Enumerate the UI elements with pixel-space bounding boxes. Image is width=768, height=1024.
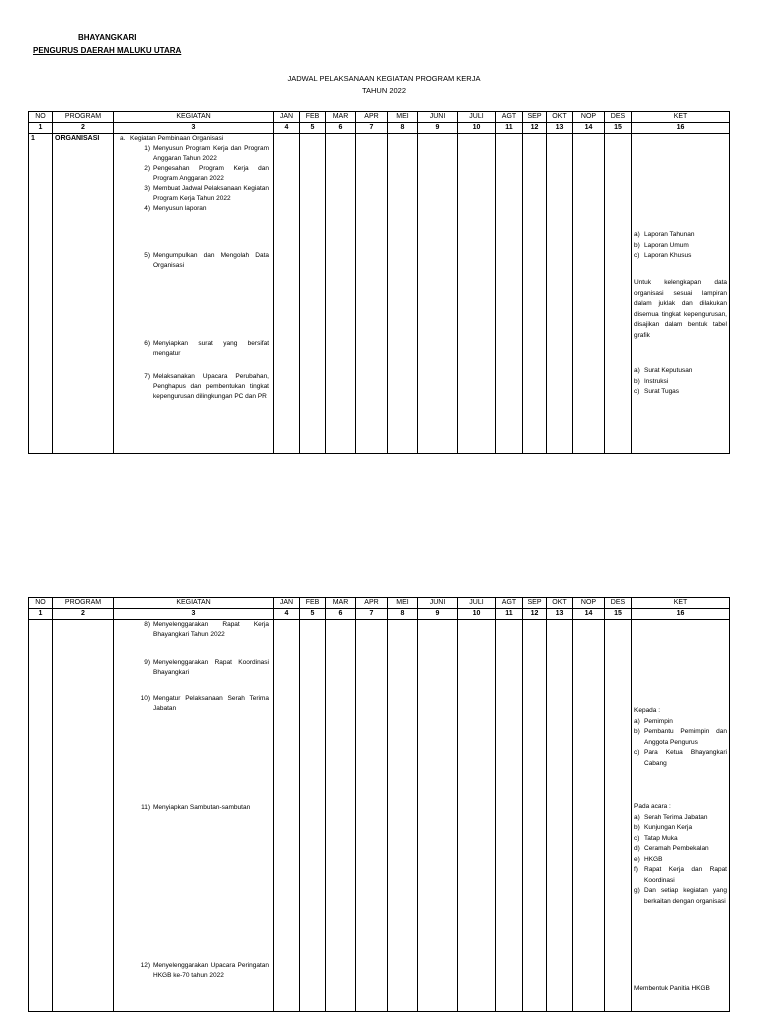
col-number: 4 [274,609,300,620]
list-item: g) Dan setiap kegiatan yang berkaitan dengan organisasi [634,887,727,905]
col-header: NO [29,112,53,123]
col-number: 3 [114,609,274,620]
month-cell [418,620,458,1012]
ket-surat [634,366,727,398]
column-header-row [29,112,730,123]
col-header: AGT [496,112,523,123]
list-item: a) Serah Terima Jabatan [634,813,708,821]
col-number: 8 [388,609,418,620]
month-cell [573,620,605,1012]
activity-item: 4) Menyusun laporan [144,205,207,212]
col-header: OKT [547,112,573,123]
col-header: FEB [300,112,326,123]
month-cell [496,134,523,454]
list-item: f) Rapat Kerja dan Rapat Koordinasi [634,866,727,884]
month-cell [496,620,523,1012]
month-cell [326,620,356,1012]
col-header: DES [605,112,632,123]
schedule-table-page2 [28,597,730,1012]
list-item: c) Surat Tugas [634,388,680,395]
month-cell [573,134,605,454]
column-number-row [29,123,730,134]
col-number: 9 [418,609,458,620]
list-item: a) Surat Keputusan [634,367,693,374]
activity-cell [114,620,274,1012]
col-number: 2 [53,609,114,620]
column-number-row [29,609,730,620]
list-item: d) Ceramah Pembekalan [634,845,709,852]
col-number: 11 [496,609,523,620]
col-number: 13 [547,609,573,620]
month-cell [547,134,573,454]
month-cell [274,134,300,454]
column-header-row [29,598,730,609]
activity-cell [114,134,274,454]
col-number: 15 [605,609,632,620]
month-cell [458,134,496,454]
month-cell [388,134,418,454]
col-number: 13 [547,123,573,134]
col-header: JULI [458,112,496,123]
list-item: c) Laporan Khusus [634,252,692,259]
month-cell [326,134,356,454]
col-number: 12 [523,123,547,134]
col-header: JAN [274,112,300,123]
table-row [29,134,730,454]
section-title: Kegiatan Pembinaan Organisasi [130,135,224,142]
col-header: AGT [496,598,523,609]
col-header: MEI [388,598,418,609]
activity-item: 8) Menyelenggarakan Rapat Kerja Bhayangkari Tahun 2022 [144,621,269,638]
row-number [29,620,53,1012]
col-number: 16 [632,609,730,620]
col-header: JUNI [418,598,458,609]
ket-data-note: Untuk kelengkapan data organisasi sesuai lampiran dalam juklak dan dilakukan disemua tingkat kepengurusan, disajikan dalam bentuk tabel grafik [634,279,727,339]
table-row [29,620,730,1012]
col-header: PROGRAM [53,112,114,123]
col-header: JUNI [418,112,458,123]
month-cell [605,620,632,1012]
month-cell [523,134,547,454]
col-number: 14 [573,609,605,620]
activity-item: 10) Mengatur Pelaksanaan Serah Terima Jabatan [140,695,269,712]
activity-item: 1) Menyusun Program Kerja dan Program Anggaran Tahun 2022 [144,145,269,162]
col-header: KET [632,112,730,123]
month-cell [356,134,388,454]
activity-item: 5) Mengumpulkan dan Mengolah Data Organisasi [144,252,269,269]
list-item: a) Laporan Tahunan [634,231,695,238]
col-header: KET [632,598,730,609]
month-cell [388,620,418,1012]
activity-item: 2) Pengesahan Program Kerja dan Program Anggaran 2022 [144,165,269,182]
ket-acara-title: Pada acara : [634,803,671,810]
activity-item: 6) Menyiapkan surat yang bersifat mengatur [144,340,269,357]
schedule-table-page1 [28,111,730,454]
col-header: APR [356,112,388,123]
list-item: a) Pemimpin [634,717,673,725]
section-heading [116,134,271,144]
col-header: KEGIATAN [114,112,274,123]
program-name [53,620,114,1012]
col-number: 15 [605,123,632,134]
col-number: 11 [496,123,523,134]
ket-acara [634,802,727,984]
col-number: 5 [300,123,326,134]
col-header: JULI [458,598,496,609]
col-number: 16 [632,123,730,134]
month-cell [458,620,496,1012]
col-header: NO [29,598,53,609]
doc-year: TAHUN 2022 [361,86,407,95]
section-marker: a. [120,135,126,142]
list-item: c) Tatap Muka [634,834,678,842]
month-cell [300,620,326,1012]
ket-cell [632,134,730,454]
month-cell [274,620,300,1012]
col-number: 10 [458,123,496,134]
col-number: 1 [29,609,53,620]
activity-item: 7) Melaksanakan Upacara Perubahan, Penghapus dan pembentukan tingkat kepengurusan dilingkungan PC dan PR [144,373,269,400]
list-item: b) Kunjungan Kerja [634,824,693,831]
col-number: 6 [326,123,356,134]
col-header: NOP [573,112,605,123]
ket-laporan [634,230,727,278]
col-number: 3 [114,123,274,134]
list-item: e) HKGB [634,855,663,863]
col-number: 12 [523,609,547,620]
month-cell [547,620,573,1012]
col-header: PROGRAM [53,598,114,609]
col-number: 6 [326,609,356,620]
row-number: 1 [29,134,53,454]
list-item: b) Pembantu Pemimpin dan Anggota Pengurus [634,728,727,746]
org-branch: PENGURUS DAERAH MALUKU UTARA [33,46,182,55]
list-item: c) Para Ketua Bhayangkari Cabang [634,749,727,767]
col-header: APR [356,598,388,609]
col-number: 5 [300,609,326,620]
col-header: MEI [388,112,418,123]
program-name: ORGANISASI [53,134,114,454]
col-number: 10 [458,609,496,620]
ket-kepada [634,706,727,802]
col-number: 8 [388,123,418,134]
ket-hkgb: Membentuk Panitia HKGB [634,985,710,992]
month-cell [356,620,388,1012]
activity-item: 3) Membuat Jadwal Pelaksanaan Kegiatan Program Kerja Tahun 2022 [144,185,269,202]
col-number: 7 [356,609,388,620]
col-number: 1 [29,123,53,134]
col-header: KEGIATAN [114,598,274,609]
month-cell [300,134,326,454]
list-item: b) Instruksi [634,377,669,385]
activity-item: 9) Menyelenggarakan Rapat Koordinasi Bhayangkari [144,659,269,676]
col-header: SEP [523,112,547,123]
activity-item: 12) Menyelenggarakan Upacara Peringatan HKGB ke-70 tahun 2022 [140,962,269,979]
col-number: 2 [53,123,114,134]
month-cell [523,620,547,1012]
col-header: FEB [300,598,326,609]
col-number: 7 [356,123,388,134]
col-header: NOP [573,598,605,609]
activity-item: 11) Menyiapkan Sambutan-sambutan [141,804,251,811]
col-number: 9 [418,123,458,134]
ket-cell [632,620,730,1012]
month-cell [418,134,458,454]
list-item: b) Laporan Umum [634,241,689,249]
doc-title: JADWAL PELAKSANAAN KEGIATAN PROGRAM KERJA [287,74,481,83]
col-header: MAR [326,112,356,123]
col-header: OKT [547,598,573,609]
col-header: MAR [326,598,356,609]
org-name: BHAYANGKARI [78,33,137,42]
col-header: JAN [274,598,300,609]
ket-kepada-title: Kepada : [634,707,661,714]
col-header: DES [605,598,632,609]
col-header: SEP [523,598,547,609]
col-number: 14 [573,123,605,134]
month-cell [605,134,632,454]
col-number: 4 [274,123,300,134]
